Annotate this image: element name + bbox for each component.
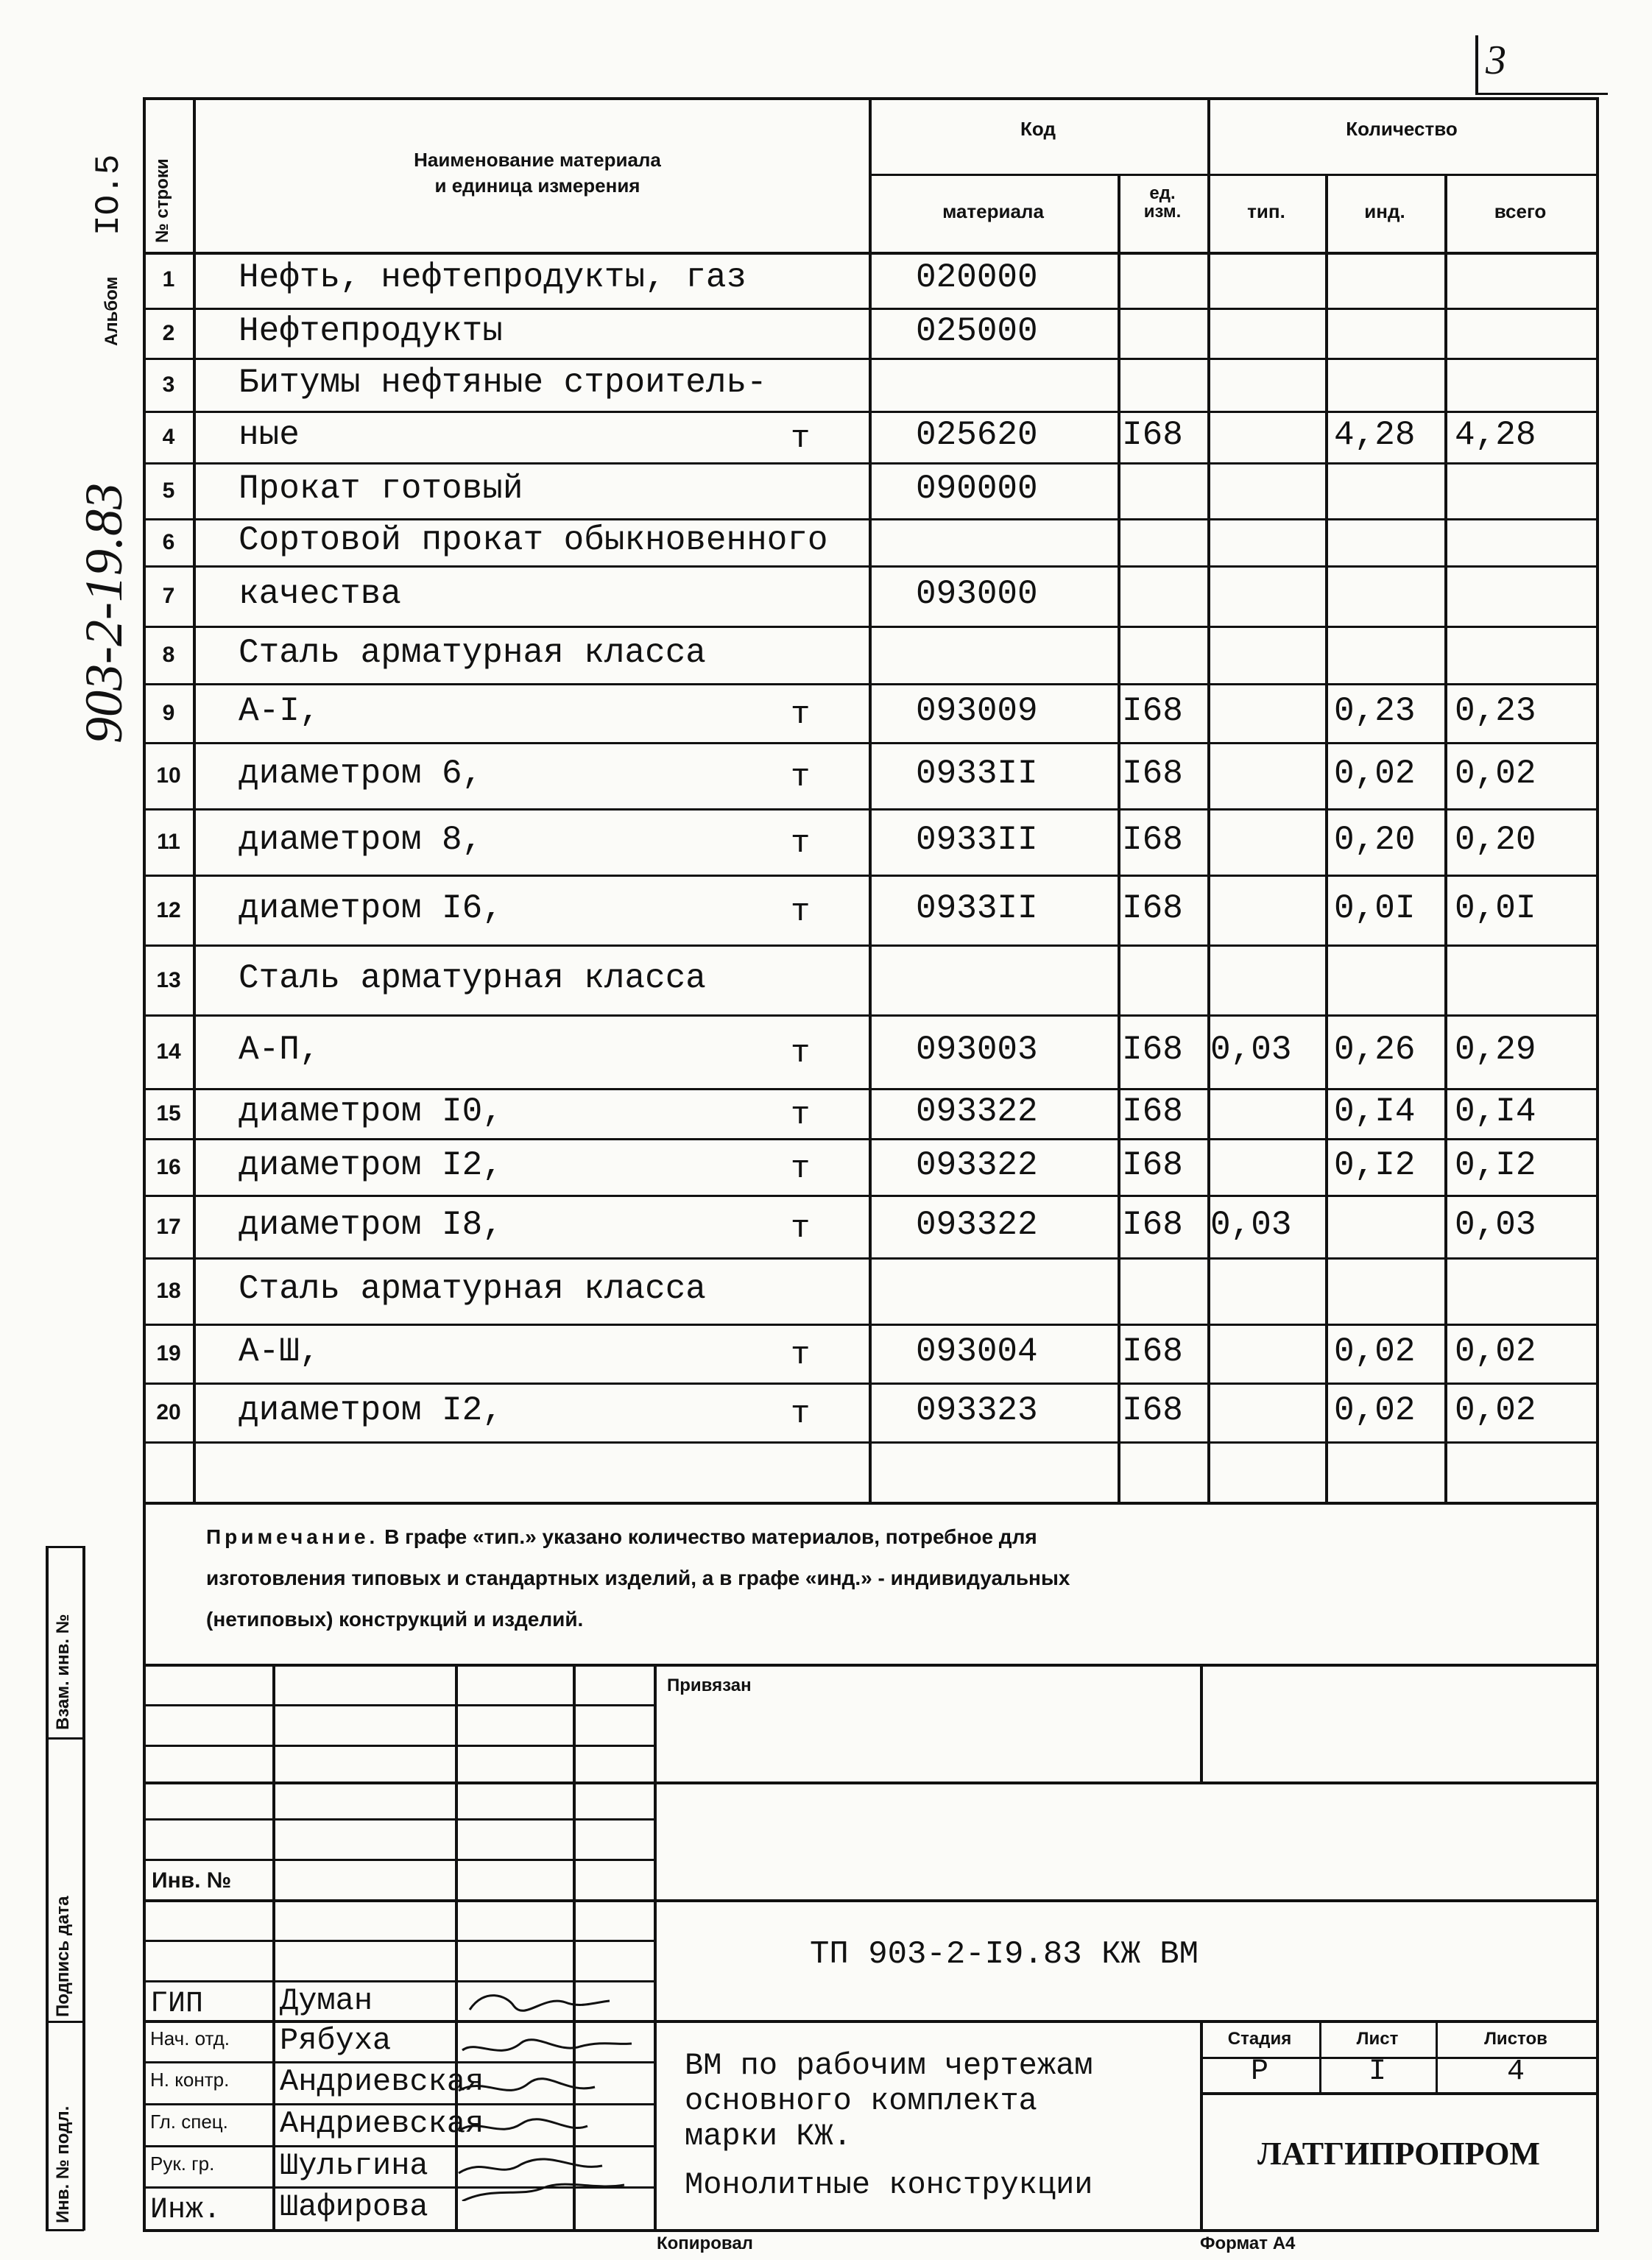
note-top-line: [143, 1502, 1599, 1505]
header-typ: тип.: [1247, 200, 1285, 222]
row-number: 6: [162, 530, 175, 554]
margin-line: [46, 1546, 84, 1548]
table-row: [143, 946, 1599, 1016]
table-row: [143, 412, 1599, 464]
table-row: [143, 685, 1599, 744]
material-name: Сортовой прокат обыкновенного: [239, 521, 828, 559]
unit-mark: т: [791, 1035, 811, 1072]
table-row: [143, 252, 1599, 309]
table-row: [143, 464, 1599, 520]
note-line2: изготовления типовых и стандартных изделий, а в графе «инд.» - индивидуальных: [206, 1567, 1070, 1589]
unit-mark: т: [791, 893, 811, 931]
header-material: материала: [942, 200, 1044, 222]
qty-typ: 0,03: [1210, 1031, 1292, 1069]
qty-total: 0,29: [1455, 1031, 1536, 1069]
unit-code: I68: [1122, 821, 1183, 859]
unit-code: I68: [1122, 1031, 1183, 1069]
row-number: 5: [162, 479, 175, 503]
vzam-inv-label: Взам. инв. №: [53, 1614, 73, 1730]
row-number: 1: [162, 267, 175, 292]
unit-mark: т: [791, 1150, 811, 1187]
page-number-divider: [1475, 35, 1478, 94]
table-row: [143, 567, 1599, 627]
qty-total: 0,I4: [1455, 1092, 1536, 1131]
qty-ind: 0,02: [1334, 755, 1416, 793]
qty-total: 0,02: [1455, 1391, 1536, 1430]
inv-no-label: Инв. №: [152, 1868, 232, 1893]
qty-ind: 0,20: [1334, 821, 1416, 859]
table-row: [143, 1140, 1599, 1196]
unit-code: I68: [1122, 1205, 1183, 1244]
table-row: [143, 627, 1599, 685]
row-number: 3: [162, 372, 175, 397]
qty-total: 0,I2: [1455, 1145, 1536, 1184]
qty-ind: 0,I2: [1334, 1145, 1416, 1184]
row-number: 17: [156, 1214, 181, 1239]
table-row: [143, 1090, 1599, 1140]
material-code: 025000: [916, 312, 1038, 350]
table-row: [143, 1259, 1599, 1325]
page-number-underline: [1475, 93, 1608, 95]
material-code: 0933II: [916, 889, 1038, 928]
unit-code: I68: [1122, 755, 1183, 793]
margin-line: [46, 2021, 84, 2023]
tb-row-line: [143, 1704, 654, 1706]
table-row: [143, 876, 1599, 946]
signatory-name: Думан: [280, 1983, 373, 2019]
row-number: 8: [162, 643, 175, 667]
material-name: Битумы нефтяные строитель-: [239, 364, 767, 402]
page-number: 3: [1486, 38, 1506, 83]
unit-code: I68: [1122, 416, 1183, 454]
qty-ind: 0,23: [1334, 692, 1416, 730]
material-code: 0933II: [916, 821, 1038, 859]
table-row: [143, 1384, 1599, 1443]
material-name: диаметром 6,: [239, 755, 483, 793]
sheet-value: I: [1368, 2055, 1386, 2088]
material-name: А-Ш,: [239, 1332, 320, 1371]
signatures-image: [455, 1980, 646, 2201]
material-code: 093322: [916, 1145, 1038, 1184]
sheet-label: Лист: [1356, 2029, 1399, 2049]
row-divider: [143, 1441, 1599, 1444]
material-name: Сталь арматурная класса: [239, 634, 706, 672]
table-row: [143, 520, 1599, 567]
row-number: 11: [157, 830, 180, 854]
material-name: Прокат готовый: [239, 470, 523, 508]
unit-code: I68: [1122, 692, 1183, 730]
tb-row-line: [143, 1899, 1599, 1902]
table-row: [143, 309, 1599, 359]
signatory-role: Нач. отд.: [150, 2027, 230, 2049]
signature-date-label: Подпись дата: [53, 1896, 73, 2017]
material-name: качества: [239, 575, 401, 613]
note-title: Примечание.: [206, 1525, 379, 1548]
header-code: Код: [1020, 118, 1056, 140]
unit-mark: т: [791, 1396, 811, 1433]
signatory-role: Гл. спец.: [150, 2111, 228, 2133]
frame-bottom: [143, 2229, 1599, 2232]
qty-total: 0,0I: [1455, 889, 1536, 928]
album-number: IO.5: [90, 154, 128, 236]
document-title: [685, 2048, 1093, 2203]
signatory-role: Н. контр.: [150, 2069, 230, 2091]
material-code: 093322: [916, 1092, 1038, 1131]
qty-ind: 0,I4: [1334, 1092, 1416, 1131]
row-number: 19: [156, 1341, 181, 1366]
row-number: 20: [156, 1400, 181, 1424]
material-name: диаметром I8,: [239, 1205, 503, 1244]
material-code: 0933II: [916, 755, 1038, 793]
privyazan-label: Привязан: [667, 1675, 752, 1695]
unit-mark: т: [791, 1337, 811, 1374]
header-subline: [869, 174, 1598, 176]
margin-line: [46, 2229, 84, 2231]
material-name: Сталь арматурная класса: [239, 1270, 706, 1308]
row-number: 9: [162, 701, 175, 725]
material-code: 093322: [916, 1205, 1038, 1244]
tb-row-line: [143, 1859, 654, 1861]
qty-ind: 0,02: [1334, 1391, 1416, 1430]
organization-name: ЛАТГИПРОПРОМ: [1257, 2136, 1540, 2172]
material-name: Сталь арматурная класса: [239, 958, 706, 997]
margin-line: [46, 1737, 84, 1740]
format-label: Формат А4: [1200, 2233, 1296, 2253]
material-code: 093004: [916, 1332, 1038, 1371]
unit-mark: т: [791, 1097, 811, 1134]
signatory-role: ГИП: [150, 1988, 204, 2021]
title-line-1: ВМ по рабочим чертежам: [685, 2048, 1093, 2083]
margin-right-border: [82, 1546, 85, 2231]
unit-mark: т: [791, 420, 811, 457]
material-name: диаметром I0,: [239, 1092, 503, 1131]
header-qty: Количество: [1346, 118, 1458, 140]
header-name: Наименование материала и единица измерения: [414, 149, 661, 197]
header-row-no: № строки: [152, 158, 172, 243]
signatory-name: Андриевская: [280, 2064, 484, 2100]
stage-row-line: [1200, 2092, 1598, 2095]
row-number: 16: [156, 1154, 181, 1179]
material-code: 093003: [916, 1031, 1038, 1069]
material-name: ные: [239, 416, 300, 454]
qty-total: 0,02: [1455, 755, 1536, 793]
unit-code: I68: [1122, 1145, 1183, 1184]
material-name: А-П,: [239, 1031, 320, 1069]
qty-ind: 0,26: [1334, 1031, 1416, 1069]
qty-total: 4,28: [1455, 416, 1536, 454]
table-row: [143, 744, 1599, 810]
row-number: 15: [156, 1101, 181, 1126]
table-row: [143, 810, 1599, 876]
material-name: диаметром I2,: [239, 1391, 503, 1430]
row-number: 12: [156, 897, 181, 922]
table-row: [143, 1325, 1599, 1384]
row-number: 7: [162, 584, 175, 608]
row-number: 2: [162, 321, 175, 345]
tb-row-line: [143, 1781, 1599, 1784]
sheets-label: Листов: [1484, 2029, 1547, 2049]
note-line1: В графе «тип.» указано количество материалов, потребное для: [384, 1525, 1037, 1548]
row-number: 18: [156, 1279, 181, 1303]
material-name: Нефтепродукты: [239, 312, 503, 350]
tb-row-line: [143, 1745, 654, 1747]
material-code: 093323: [916, 1391, 1038, 1430]
header-ind: инд.: [1364, 200, 1405, 222]
qty-total: 0,03: [1455, 1205, 1536, 1244]
tb-col-line: [1200, 1664, 1203, 1781]
material-name: диаметром I6,: [239, 889, 503, 928]
material-code: 025620: [916, 416, 1038, 454]
material-name: Нефть, нефтепродукты, газ: [239, 258, 747, 297]
stage-value: Р: [1250, 2055, 1268, 2088]
doc-code-handwritten: 903-2-19.83: [74, 483, 133, 744]
titleblock-doc-code: ТП 903-2-I9.83 КЖ ВМ: [810, 1936, 1199, 1973]
title-line-4: Монолитные конструкции: [685, 2167, 1093, 2203]
material-code: 020000: [916, 258, 1038, 297]
unit-code: I68: [1122, 1092, 1183, 1131]
signatory-name: Шульгина: [280, 2148, 428, 2183]
row-number: 13: [156, 967, 181, 992]
table-row: [143, 1196, 1599, 1259]
signatory-role: Рук. гр.: [150, 2153, 215, 2175]
unit-mark: т: [791, 825, 811, 862]
table-row: [143, 1016, 1599, 1090]
stage-col-line: [1200, 2020, 1203, 2231]
tb-col-line: [654, 1664, 657, 2231]
note-line3: (нетиповых) конструкций и изделий.: [206, 1608, 584, 1631]
header-total: всего: [1494, 200, 1547, 222]
signatory-role: Инж.: [150, 2194, 222, 2227]
header-unit: ед. изм.: [1143, 183, 1182, 222]
material-name: А-I,: [239, 692, 320, 730]
signatory-name: Андриевская: [280, 2106, 484, 2141]
sheets-value: 4: [1506, 2055, 1525, 2088]
title-line-2: основного комплекта: [685, 2083, 1037, 2119]
unit-code: I68: [1122, 1332, 1183, 1371]
material-code: 090000: [916, 470, 1038, 508]
copied-by-label: Копировал: [657, 2233, 753, 2253]
inv-podl-label: Инв. № подл.: [53, 2105, 73, 2223]
margin-left-border: [46, 1546, 49, 2231]
signatory-name: Рябуха: [280, 2023, 392, 2058]
qty-total: 0,20: [1455, 821, 1536, 859]
signatory-name: Шафирова: [280, 2189, 428, 2225]
qty-ind: 0,02: [1334, 1332, 1416, 1371]
table-row: [143, 359, 1599, 412]
material-code: 093009: [916, 692, 1038, 730]
unit-mark: т: [791, 696, 811, 733]
material-code: 093000: [916, 575, 1038, 613]
row-number: 14: [156, 1039, 181, 1064]
titleblock-top: [143, 1664, 1599, 1667]
row-number: 4: [162, 425, 175, 449]
stage-label: Стадия: [1227, 2029, 1292, 2049]
title-line-3: марки КЖ.: [685, 2119, 852, 2154]
qty-ind: 0,0I: [1334, 889, 1416, 928]
row-number: 10: [156, 763, 181, 788]
qty-ind: 4,28: [1334, 416, 1416, 454]
unit-mark: т: [791, 759, 811, 796]
unit-code: I68: [1122, 889, 1183, 928]
qty-typ: 0,03: [1210, 1205, 1292, 1244]
qty-total: 0,23: [1455, 692, 1536, 730]
note: [206, 1516, 1590, 1640]
unit-code: I68: [1122, 1391, 1183, 1430]
tb-row-line: [143, 1940, 654, 1942]
material-name: диаметром 8,: [239, 821, 483, 859]
unit-mark: т: [791, 1210, 811, 1247]
qty-total: 0,02: [1455, 1332, 1536, 1371]
tb-row-line: [143, 1818, 654, 1821]
material-name: диаметром I2,: [239, 1145, 503, 1184]
album-label: Альбом: [102, 276, 121, 346]
